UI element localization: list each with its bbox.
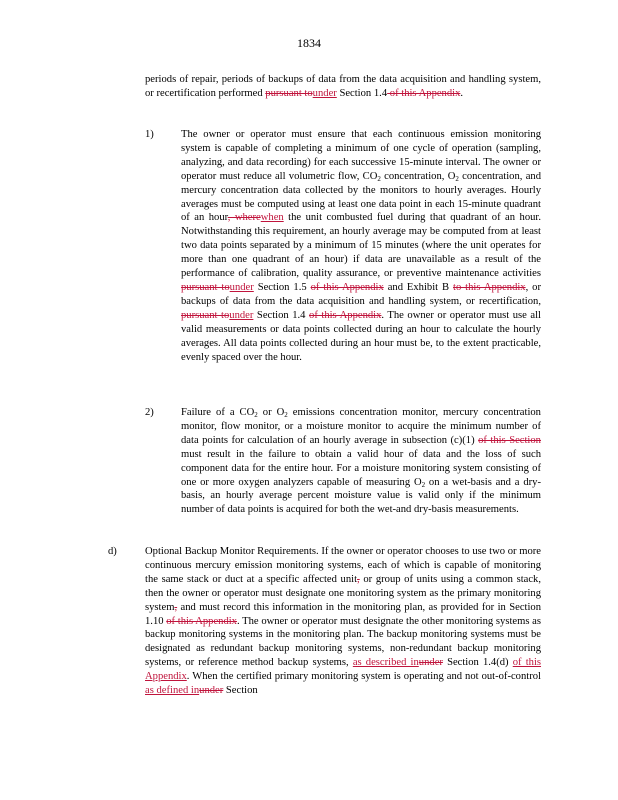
item-d-paragraph: Optional Backup Monitor Requirements. If the owner or operator chooses to use two or more continuous mercury emission monitoring systems, each of which is capable of monitoring the same stack or duct at a specific affected unit, or group of units using a common stack, then the owner or operator must designate one monitoring system as the primary monitoring system, and must record this information in the monitoring plan, as provided for in Section 1.10 of this Appendix. The owner or operator must designate the other monitoring systems as backup monitoring systems in the monitoring plan. The backup monitoring systems must be designated as redundant backup monitoring systems, non-redundant backup monitoring systems, or reference method backup systems, as described inunder Section 1.4(d) of this Appendix. When the certified primary monitoring system is operating and not out-of-control as defined inunder Section [145, 546, 542, 697]
item-1-paragraph: The owner or operator must ensure that each continuous emission monitoring system is capable of completing a minimum of one cycle of operation (sampling, analyzing, and data recording) for each successive 15-minute interval. The owner or operator must reduce all volumetric flow, $CO_2$ concentration, $O_2$ concentration, and mercury concentration data collected by the monitors to hourly averages. Hourly averages must be computed using at least one data point in each 15-minute quadrant of an hour, wherewhen the unit combusted fuel during that quadrant of an hour. Notwithstanding this requirement, an hourly average may be computed from at least two data points separated by a minimum of 15 minutes (where the unit operates for more than one quadrant of an hour) if data are unavailable as a result of the performance of calibration, quality assurance, or preventive maintenance activities pursuant tounder Section 1.5 of this Appendix and Exhibit B to this Appendix, or backups of data from the data acquisition and handling system, or recertification, pursuant tounder Section 1.4 of this Appendix. The owner or operator must use all valid measurements or data points collected during an hour to calculate the hourly averages. All data points collected during an hour must be, to the extent practicable, evenly spaced over the hour. [181, 129, 542, 363]
item-2-paragraph: Failure of a $CO_2$ or $O_2$ emissions concentration monitor, mercury concentration monitor, flow monitor, or a moisture monitor to acquire the minimum number of data points for calculation of an hourly average in subsection (c)(1) of this Section must result in the failure to obtain a valid hour of data and the loss of such component data for the entire hour. For a moisture monitoring system consisting of one or more oxygen analyzers capable of measuring $O_2$ on a wet-basis and a dry-basis, an hourly average percent moisture value is valid only if the minimum number of data points is acquired for both the wet-and dry-basis measurements. [181, 407, 541, 516]
item-2-label: 2) [145, 407, 154, 418]
item-1-label: 1) [145, 129, 154, 140]
intro-paragraph: periods of repair, periods of backups of data from the data acquisition and handling system, or recertification performed pursuant tounder Section 1.4 of this Appendix. [145, 74, 541, 99]
page-number: 1834 [297, 36, 321, 50]
item-d-label: d) [108, 546, 117, 557]
